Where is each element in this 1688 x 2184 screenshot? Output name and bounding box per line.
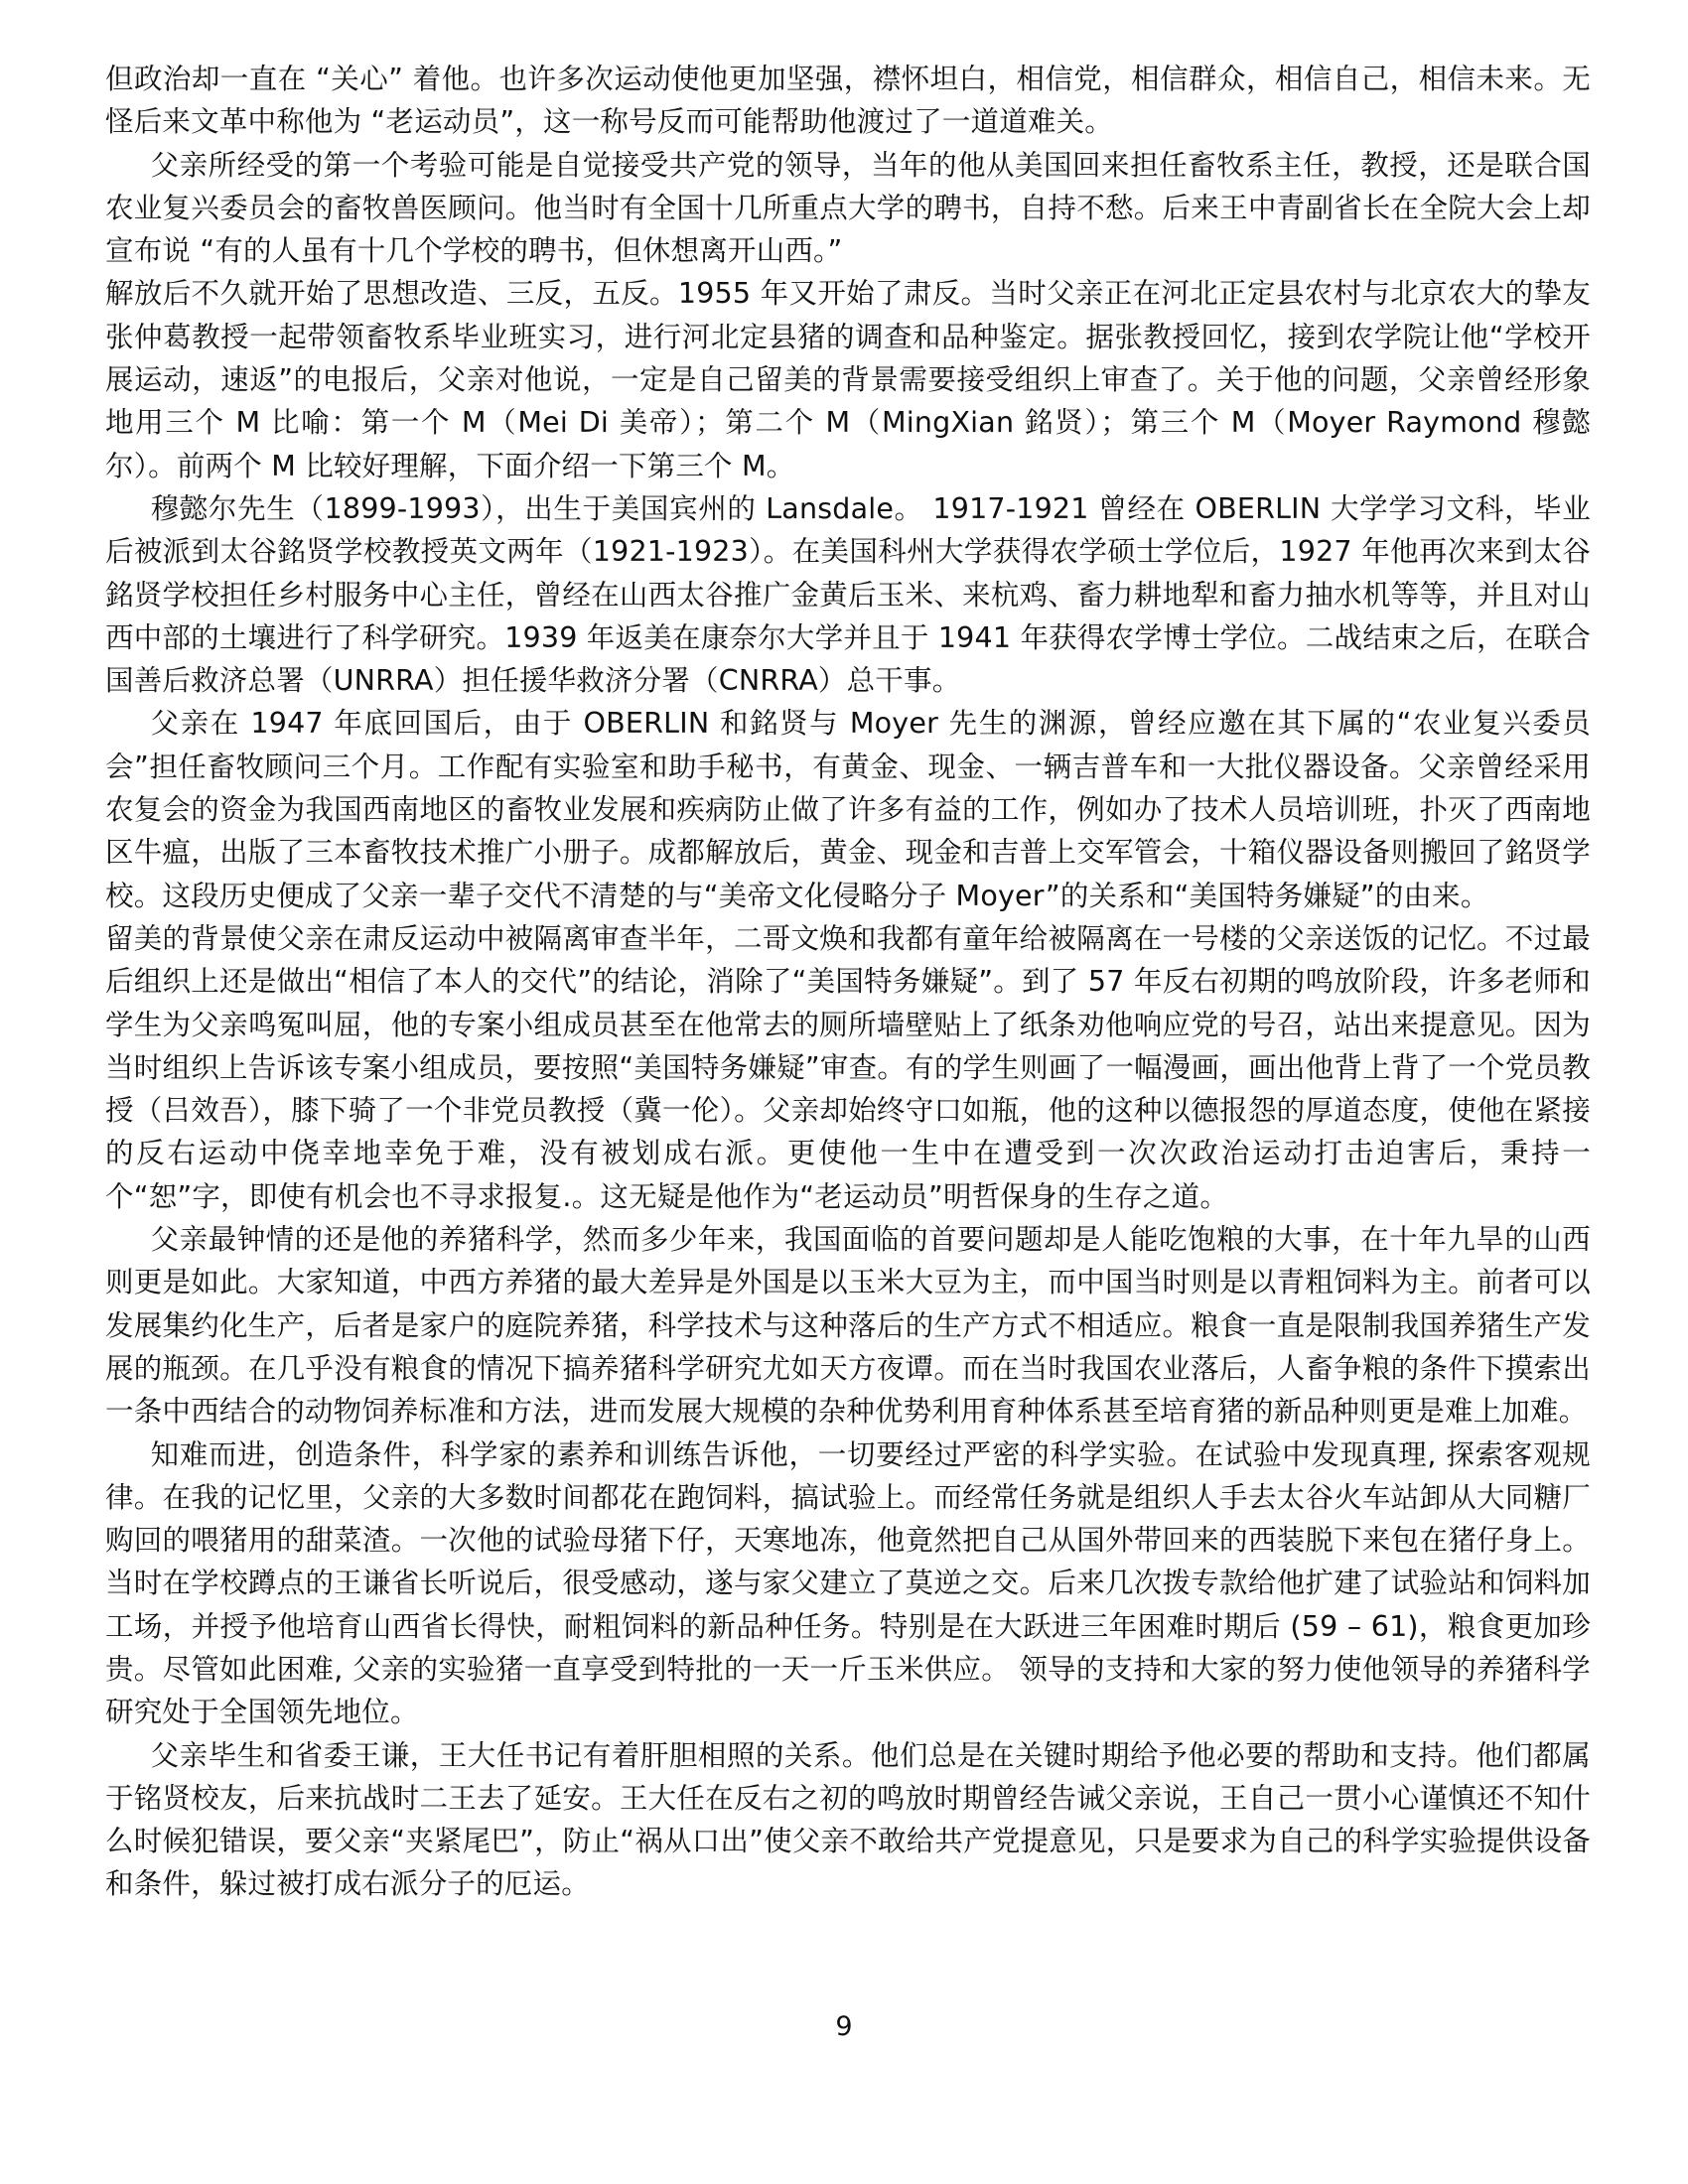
paragraph-7: 父亲最钟情的还是他的养猪科学，然而多少年来，我国面临的首要问题却是人能吃饱粮的大事，在十年九旱的山西则更是如此。大家知道，中西方养猪的最大差异是外国是以玉米大豆为主，而中国当时则是以青粗饲料为主。前者可以发展集约化生产，后者是家户的庭院养猪，科学技术与这种落后的生产方式不相适应。粮食一直是限制我国养猪生产发展的瓶颈。在几乎没有粮食的情况下搞养猪科学研究尤如天方夜谭。而在当时我国农业落后，人畜争粮的条件下摸索出一条中西结合的动物饲养标准和方法，进而发展大规模的杂种优势利用育种体系甚至培育猪的新品种则更是难上加难。	[105, 1223, 1591, 1429]
paragraph-4: 穆懿尔先生（1899-1993），出生于美国宾州的 Lansdale。 1917-1921 曾经在 OBERLIN 大学学习文科，毕业后被派到太谷銘贤学校教授英文两年（1921-1923）。在美国科州大学获得农学硕士学位后，1927 年他再次来到太谷銘贤学校担任乡村服务中心主任，曾经在山西太谷推广金黄后玉米、来杭鸡、畜力耕地犁和畜力抽水机等等，并且对山西中部的土壤进行了科学研究。1939 年返美在康奈尔大学并且于 1941 年获得农学博士学位。二战结束之后，在联合国善后救济总署（UNRRA）担任援华救济分署（CNRRA）总干事。	[105, 491, 1591, 698]
paragraph-5: 父亲在 1947 年底回国后，由于 OBERLIN 和銘贤与 Moyer 先生的渊源，曾经应邀在其下属的“农业复兴委员会”担任畜牧顾问三个月。工作配有实验室和助手秘书，有黄金、现金、一辆吉普车和一大批仪器设备。父亲曾经采用农复会的资金为我国西南地区的畜牧业发展和疾病防止做了许多有益的工作，例如办了技术人员培训班，扑灭了西南地区牛瘟，出版了三本畜牧技术推广小册子。成都解放后，黄金、现金和吉普上交军管会，十箱仪器设备则搬回了銘贤学校。这段历史便成了父亲一辈子交代不清楚的与“美帝文化侵略分子 Moyer”的关系和“美国特务嫌疑”的由来。	[105, 707, 1591, 912]
page-number: 9	[835, 2011, 853, 2042]
paragraph-6: 留美的背景使父亲在肃反运动中被隔离审查半年，二哥文焕和我都有童年给被隔离在一号楼的父亲送饭的记忆。不过最后组织上还是做出“相信了本人的交代”的结论，消除了“美国特务嫌疑”。到了 57 年反右初期的鸣放阶段，许多老师和学生为父亲鸣冤叫屈，他的专案小组成员甚至在他常去的厕所墙壁贴上了纸条劝他响应党的号召，站出来提意见。因为当时组织上告诉该专案小组成员，要按照“美国特务嫌疑”审查。有的学生则画了一幅漫画，画出他背上背了一个党员教授（吕效吾），膝下骑了一个非党员教授（冀一伦）。父亲却始终守口如瓶，他的这种以德报怨的厚道态度，使他在紧接的反右运动中侥幸地幸免于难，没有被划成右派。更使他一生中在遭受到一次次政治运动打击迫害后，秉持一个“恕”字，即使有机会也不寻求报复.。这无疑是他作为“老运动员”明哲保身的生存之道。	[105, 921, 1591, 1213]
document-body	[105, 58, 1591, 1906]
paragraph-3: 解放后不久就开始了思想改造、三反，五反。1955 年又开始了肃反。当时父亲正在河北正定县农村与北京农大的挚友张仲葛教授一起带领畜牧系毕业班实习，进行河北定县猪的调查和品种鉴定。据张教授回忆，接到农学院让他“学校开展运动，速返”的电报后，父亲对他说，一定是自己留美的背景需要接受组织上审查了。关于他的问题，父亲曾经形象地用三个 M 比喻：第一个 M（Mei Di 美帝）；第二个 M（MingXian 銘贤）；第三个 M（Moyer Raymond 穆懿尔）。前两个 M 比较好理解，下面介绍一下第三个 M。	[105, 277, 1591, 482]
paragraph-1: 但政治却一直在 “关心” 着他。也许多次运动使他更加坚强，襟怀坦白，相信党，相信群众，相信自己，相信未来。无怪后来文革中称他为 “老运动员”，这一称号反而可能帮助他渡过了一道道难关。	[105, 63, 1591, 139]
paragraph-8: 知难而进，创造条件，科学家的素养和训练告诉他，一切要经过严密的科学实验。在试验中发现真理, 探索客观规律。在我的记忆里，父亲的大多数时间都花在跑饲料，搞试验上。而经常任务就是组织人手去太谷火车站卸从大同糖厂购回的喂猪用的甜菜渣。一次他的试验母猪下仔，天寒地冻，他竟然把自己从国外带回来的西装脱下来包在猪仔身上。当时在学校蹲点的王谦省长听说后，很受感动，遂与家父建立了莫逆之交。后来几次拨专款给他扩建了试验站和饲料加工场，并授予他培育山西省长得快，耐粗饲料的新品种任务。特别是在大跃进三年困难时期后 (59 – 61)，粮食更加珍贵。尽管如此困难, 父亲的实验猪一直享受到特批的一天一斤玉米供应。 领导的支持和大家的努力使他领导的养猪科学研究处于全国领先地位。	[105, 1437, 1591, 1729]
paragraph-2: 父亲所经受的第一个考验可能是自觉接受共产党的领导，当年的他从美国回来担任畜牧系主任，教授，还是联合国农业复兴委员会的畜牧兽医顾问。他当时有全国十几所重点大学的聘书，自持不愁。后来王中青副省长在全院大会上却宣布说 “有的人虽有十几个学校的聘书，但休想离开山西。”	[105, 148, 1591, 268]
paragraph-9: 父亲毕生和省委王谦，王大任书记有着肝胆相照的关系。他们总是在关键时期给予他必要的帮助和支持。他们都属于铭贤校友，后来抗战时二王去了延安。王大任在反右之初的鸣放时期曾经告诫父亲说，王自己一贯小心谨慎还不知什么时候犯错误，要父亲“夹紧尾巴”，防止“祸从口出”使父亲不敢给共产党提意见，只是要求为自己的科学实验提供设备和条件，躲过被打成右派分子的厄运。	[105, 1738, 1591, 1901]
